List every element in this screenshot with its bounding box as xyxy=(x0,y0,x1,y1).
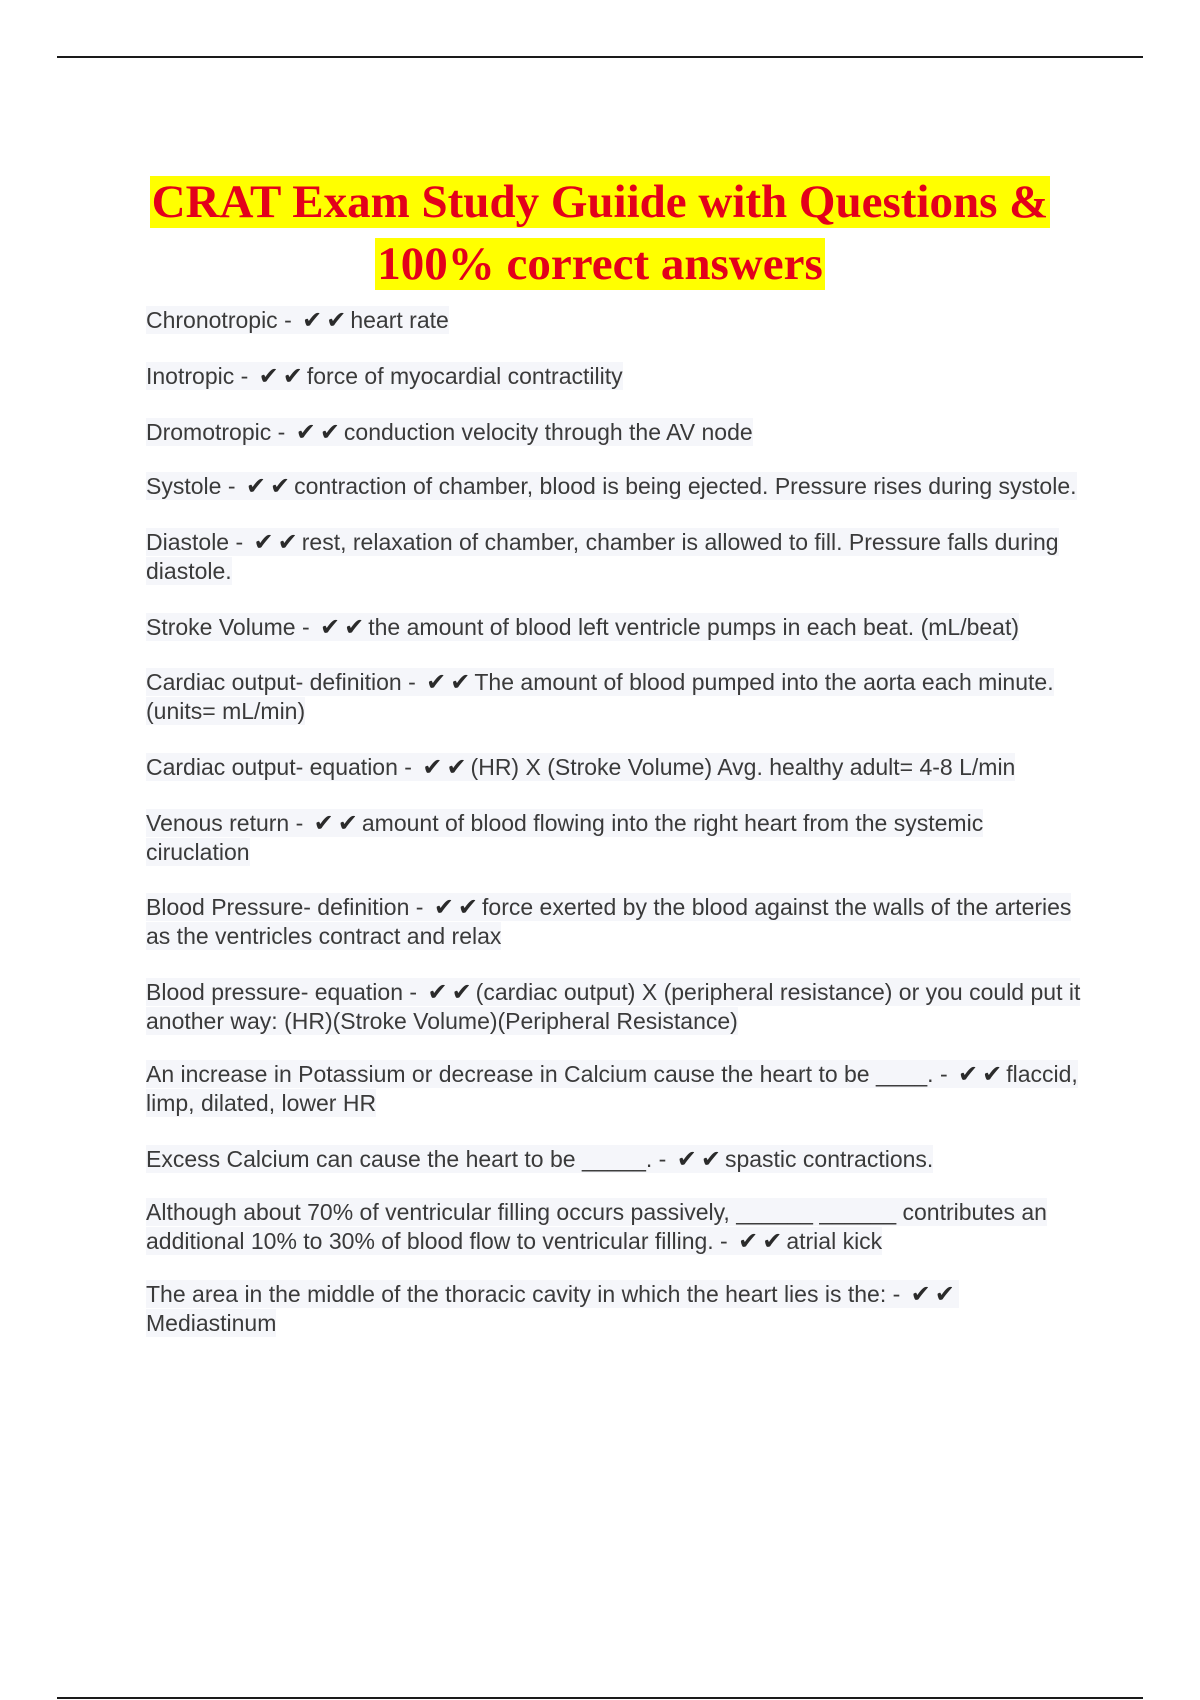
double-check-icon: ✔✔ xyxy=(676,1145,725,1173)
double-check-icon: ✔✔ xyxy=(253,528,302,556)
qa-answer: contraction of chamber, blood is being ejected. Pressure rises during systole. xyxy=(294,473,1077,499)
qa-question: Blood Pressure- definition - xyxy=(146,894,424,920)
qa-question: Cardiac output- equation - xyxy=(146,754,412,780)
qa-answer: force of myocardial contractility xyxy=(306,363,623,389)
qa-answer: rest, relaxation of chamber, chamber is allowed to fill. Pressure falls during diastole. xyxy=(146,529,1059,584)
qa-question: Chronotropic - xyxy=(146,307,292,333)
qa-item xyxy=(146,668,1086,726)
double-check-icon: ✔✔ xyxy=(910,1280,959,1308)
qa-item-highlight xyxy=(146,472,1077,500)
qa-list xyxy=(146,280,1086,1338)
qa-item-highlight xyxy=(146,1060,1078,1117)
qa-item xyxy=(146,362,1086,391)
qa-item-highlight xyxy=(146,893,1071,950)
qa-item xyxy=(146,753,1086,782)
double-check-icon: ✔✔ xyxy=(433,893,483,921)
qa-answer: The amount of blood pumped into the aorta each minute. (units= mL/min) xyxy=(146,669,1054,724)
qa-answer: Mediastinum xyxy=(146,1310,277,1336)
qa-item-highlight xyxy=(146,528,1059,585)
qa-item xyxy=(146,1198,1086,1256)
double-check-icon: ✔✔ xyxy=(313,809,362,837)
double-check-icon: ✔✔ xyxy=(245,472,295,500)
qa-answer: amount of blood flowing into the right heart from the systemic ciruclation xyxy=(146,810,984,865)
qa-answer: atrial kick xyxy=(786,1228,883,1254)
title-line-2: 100% correct answers xyxy=(377,238,823,291)
qa-item-highlight xyxy=(146,1198,1047,1255)
qa-answer: heart rate xyxy=(350,307,449,333)
top-rule xyxy=(57,56,1143,58)
qa-item xyxy=(146,978,1086,1036)
qa-question: Venous return - xyxy=(146,810,304,836)
qa-item-highlight xyxy=(146,1145,933,1173)
qa-item xyxy=(146,1280,1086,1338)
qa-question: An increase in Potassium or decrease in Calcium cause the heart to be ____. - xyxy=(146,1061,948,1087)
qa-item xyxy=(146,472,1086,501)
qa-question: Blood pressure- equation - xyxy=(146,979,418,1005)
double-check-icon: ✔✔ xyxy=(258,362,307,390)
qa-question: The area in the middle of the thoracic cavity in which the heart lies is the: - xyxy=(146,1281,901,1307)
double-check-icon: ✔✔ xyxy=(427,978,476,1006)
double-check-icon: ✔✔ xyxy=(320,613,369,641)
qa-item xyxy=(146,1060,1086,1118)
qa-item xyxy=(146,418,1086,447)
qa-item xyxy=(146,306,1086,335)
qa-question: Although about 70% of ventricular filling occurs passively, ______ ______ contributes an additional 10% to 30% of blood flow to ventricular filling. - xyxy=(146,1199,1047,1254)
double-check-icon: ✔✔ xyxy=(958,1060,1007,1088)
document-title xyxy=(100,171,1100,295)
qa-answer: (cardiac output) X (peripheral resistance) or you could put it another way: (HR)(Stroke Volume)(Peripheral Resistance) xyxy=(146,979,1081,1034)
qa-item-highlight xyxy=(146,753,1015,781)
qa-item xyxy=(146,809,1086,867)
qa-question: Dromotropic - xyxy=(146,419,286,445)
qa-item-highlight xyxy=(146,418,753,446)
qa-item xyxy=(146,613,1086,642)
qa-answer: (HR) X (Stroke Volume) Avg. healthy adult= 4-8 L/min xyxy=(470,754,1016,780)
qa-item xyxy=(146,1145,1086,1174)
qa-question: Stroke Volume - xyxy=(146,614,310,640)
qa-answer: conduction velocity through the AV node xyxy=(343,419,753,445)
qa-answer: force exerted by the blood against the walls of the arteries as the ventricles contract and relax xyxy=(146,894,1072,949)
qa-answer: spastic contractions. xyxy=(724,1146,934,1172)
qa-answer: flaccid, limp, dilated, lower HR xyxy=(146,1061,1078,1116)
qa-item-highlight xyxy=(146,809,983,866)
qa-question: Systole - xyxy=(146,473,236,499)
title-line-1: CRAT Exam Study Guiide with Questions & xyxy=(151,176,1049,229)
qa-item-highlight xyxy=(146,1280,959,1337)
qa-item-highlight xyxy=(146,613,1019,641)
bottom-rule xyxy=(57,1697,1143,1699)
double-check-icon: ✔✔ xyxy=(295,418,344,446)
qa-answer: the amount of blood left ventricle pumps in each beat. (mL/beat) xyxy=(368,614,1020,640)
qa-item-highlight xyxy=(146,306,449,334)
qa-item-highlight xyxy=(146,362,623,390)
qa-item-highlight xyxy=(146,668,1054,725)
qa-question: Cardiac output- definition - xyxy=(146,669,416,695)
double-check-icon: ✔✔ xyxy=(422,753,471,781)
qa-question: Inotropic - xyxy=(146,363,249,389)
double-check-icon: ✔✔ xyxy=(426,668,475,696)
qa-question: Excess Calcium can cause the heart to be _____. - xyxy=(146,1146,667,1172)
double-check-icon: ✔✔ xyxy=(738,1227,787,1255)
double-check-icon: ✔✔ xyxy=(302,306,351,334)
qa-item xyxy=(146,528,1086,586)
qa-question: Diastole - xyxy=(146,529,244,555)
qa-item xyxy=(146,893,1086,951)
qa-item-highlight xyxy=(146,978,1080,1035)
